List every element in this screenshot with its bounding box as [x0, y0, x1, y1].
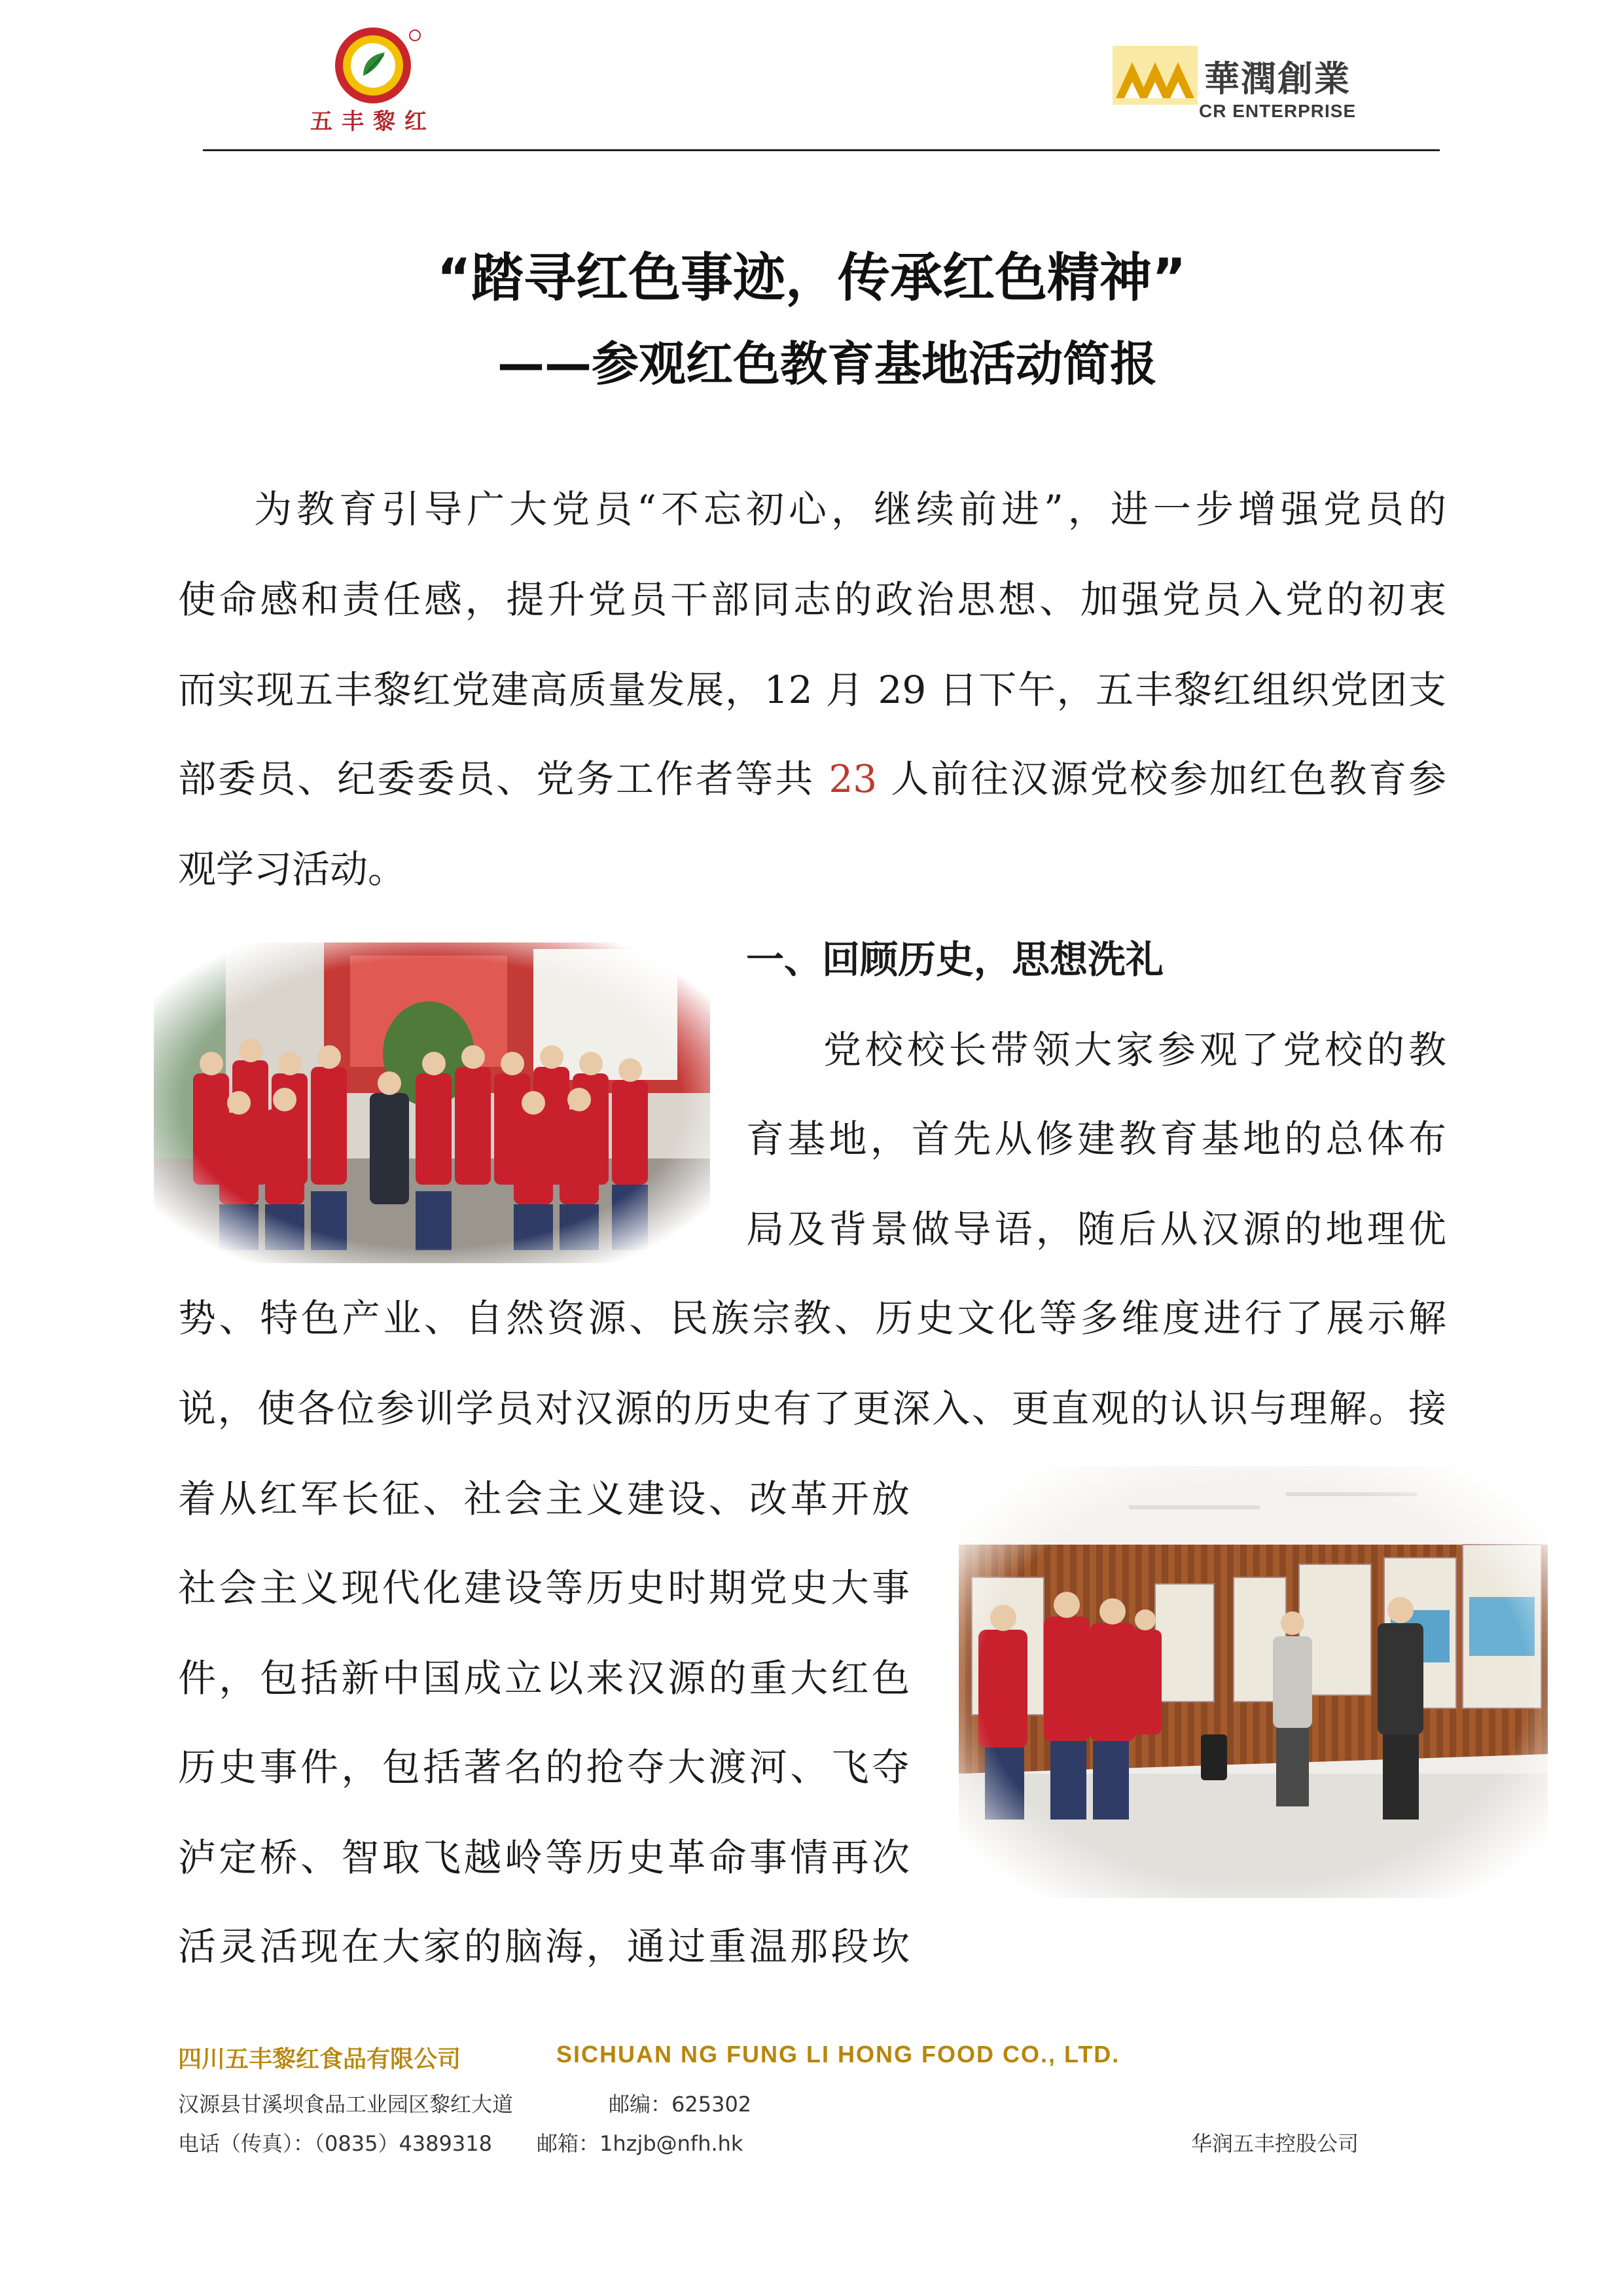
section-1-left-line-6: 活灵活现在大家的脑海，通过重温那段坎 [178, 1924, 910, 1969]
section-1-full-line-1: 势、特色产业、自然资源、民族宗教、历史文化等多维度进行了展示解 [178, 1296, 1446, 1340]
group-photo [154, 942, 710, 1263]
section-1-right-line-1: 党校校长带领大家参观了党校的教 [823, 1028, 1446, 1072]
section-1-right-line-3: 局及背景做导语，随后从汉源的地理优 [746, 1207, 1446, 1251]
intro-line-4b: 人前往汉源党校参加红色教育参 [877, 757, 1446, 801]
section-1-heading: 一、回顾历史，思想洗礼 [746, 937, 1164, 982]
footer-company-en: SICHUAN NG FUNG LI HONG FOOD CO., LTD. [556, 2041, 1120, 2068]
cr-enterprise-logo [1113, 39, 1407, 131]
page-subtitle: ——参观红色教育基地活动简报 [497, 336, 1158, 391]
wufeng-emblem-icon [275, 25, 471, 103]
header-divider [203, 149, 1440, 151]
group-photo-image [154, 942, 710, 1263]
footer-company-cn: 四川五丰黎红食品有限公司 [178, 2046, 461, 2073]
section-1-left-line-1: 着从红军长征、社会主义建设、改革开放 [178, 1477, 910, 1521]
right-logo-en: CR ENTERPRISE [1199, 101, 1357, 121]
section-1-full-line-2: 说，使各位参训学员对汉源的历史有了更深入、更直观的认识与理解。接 [178, 1386, 1446, 1431]
footer-email: 邮箱：1hzjb@nfh.hk [537, 2131, 743, 2156]
right-logo-cn: 華潤創業 [1204, 58, 1351, 99]
intro-line-4a: 部委员、纪委委员、党务工作者等共 [178, 757, 829, 801]
left-logo-text: 五丰黎红 [310, 109, 436, 135]
footer-phone: 电话（传真）：（0835）4389318 [178, 2131, 492, 2156]
page-title: “踏寻红色事迹，传承红色精神” [437, 247, 1186, 308]
section-1-left-line-2: 社会主义现代化建设等历史时期党史大事 [178, 1566, 910, 1610]
footer-holding: 华润五丰控股公司 [1191, 2131, 1359, 2156]
wufeng-lihong-logo [275, 25, 471, 136]
intro-line-5: 观学习活动。 [178, 847, 406, 891]
section-1-right-line-2: 育基地，首先从修建教育基地的总体布 [746, 1117, 1446, 1161]
intro-line-3: 而实现五丰黎红党建高质量发展，12 月 29 日下午，五丰黎红组织党团支 [178, 668, 1446, 712]
cr-mountain-icon [1113, 46, 1198, 105]
participant-count: 23 [829, 757, 878, 801]
section-1-left-line-5: 泸定桥、智取飞越岭等历史革命事情再次 [178, 1835, 910, 1880]
intro-line-4 [178, 753, 1446, 805]
section-1-left-line-3: 件，包括新中国成立以来汉源的重大红色 [178, 1656, 910, 1700]
intro-line-1: 为教育引导广大党员“不忘初心，继续前进”，进一步增强党员的 [254, 487, 1446, 531]
intro-line-2: 使命感和责任感，提升党员干部同志的政治思想、加强党员入党的初衷 [178, 577, 1446, 622]
section-1-left-line-4: 历史事件，包括著名的抢夺大渡河、飞夺 [178, 1745, 910, 1789]
exhibition-photo [959, 1466, 1548, 1898]
footer-address: 汉源县甘溪坝食品工业园区黎红大道 [178, 2092, 514, 2117]
exhibition-photo-image [959, 1466, 1548, 1898]
footer-postcode: 邮编：625302 [609, 2092, 752, 2117]
